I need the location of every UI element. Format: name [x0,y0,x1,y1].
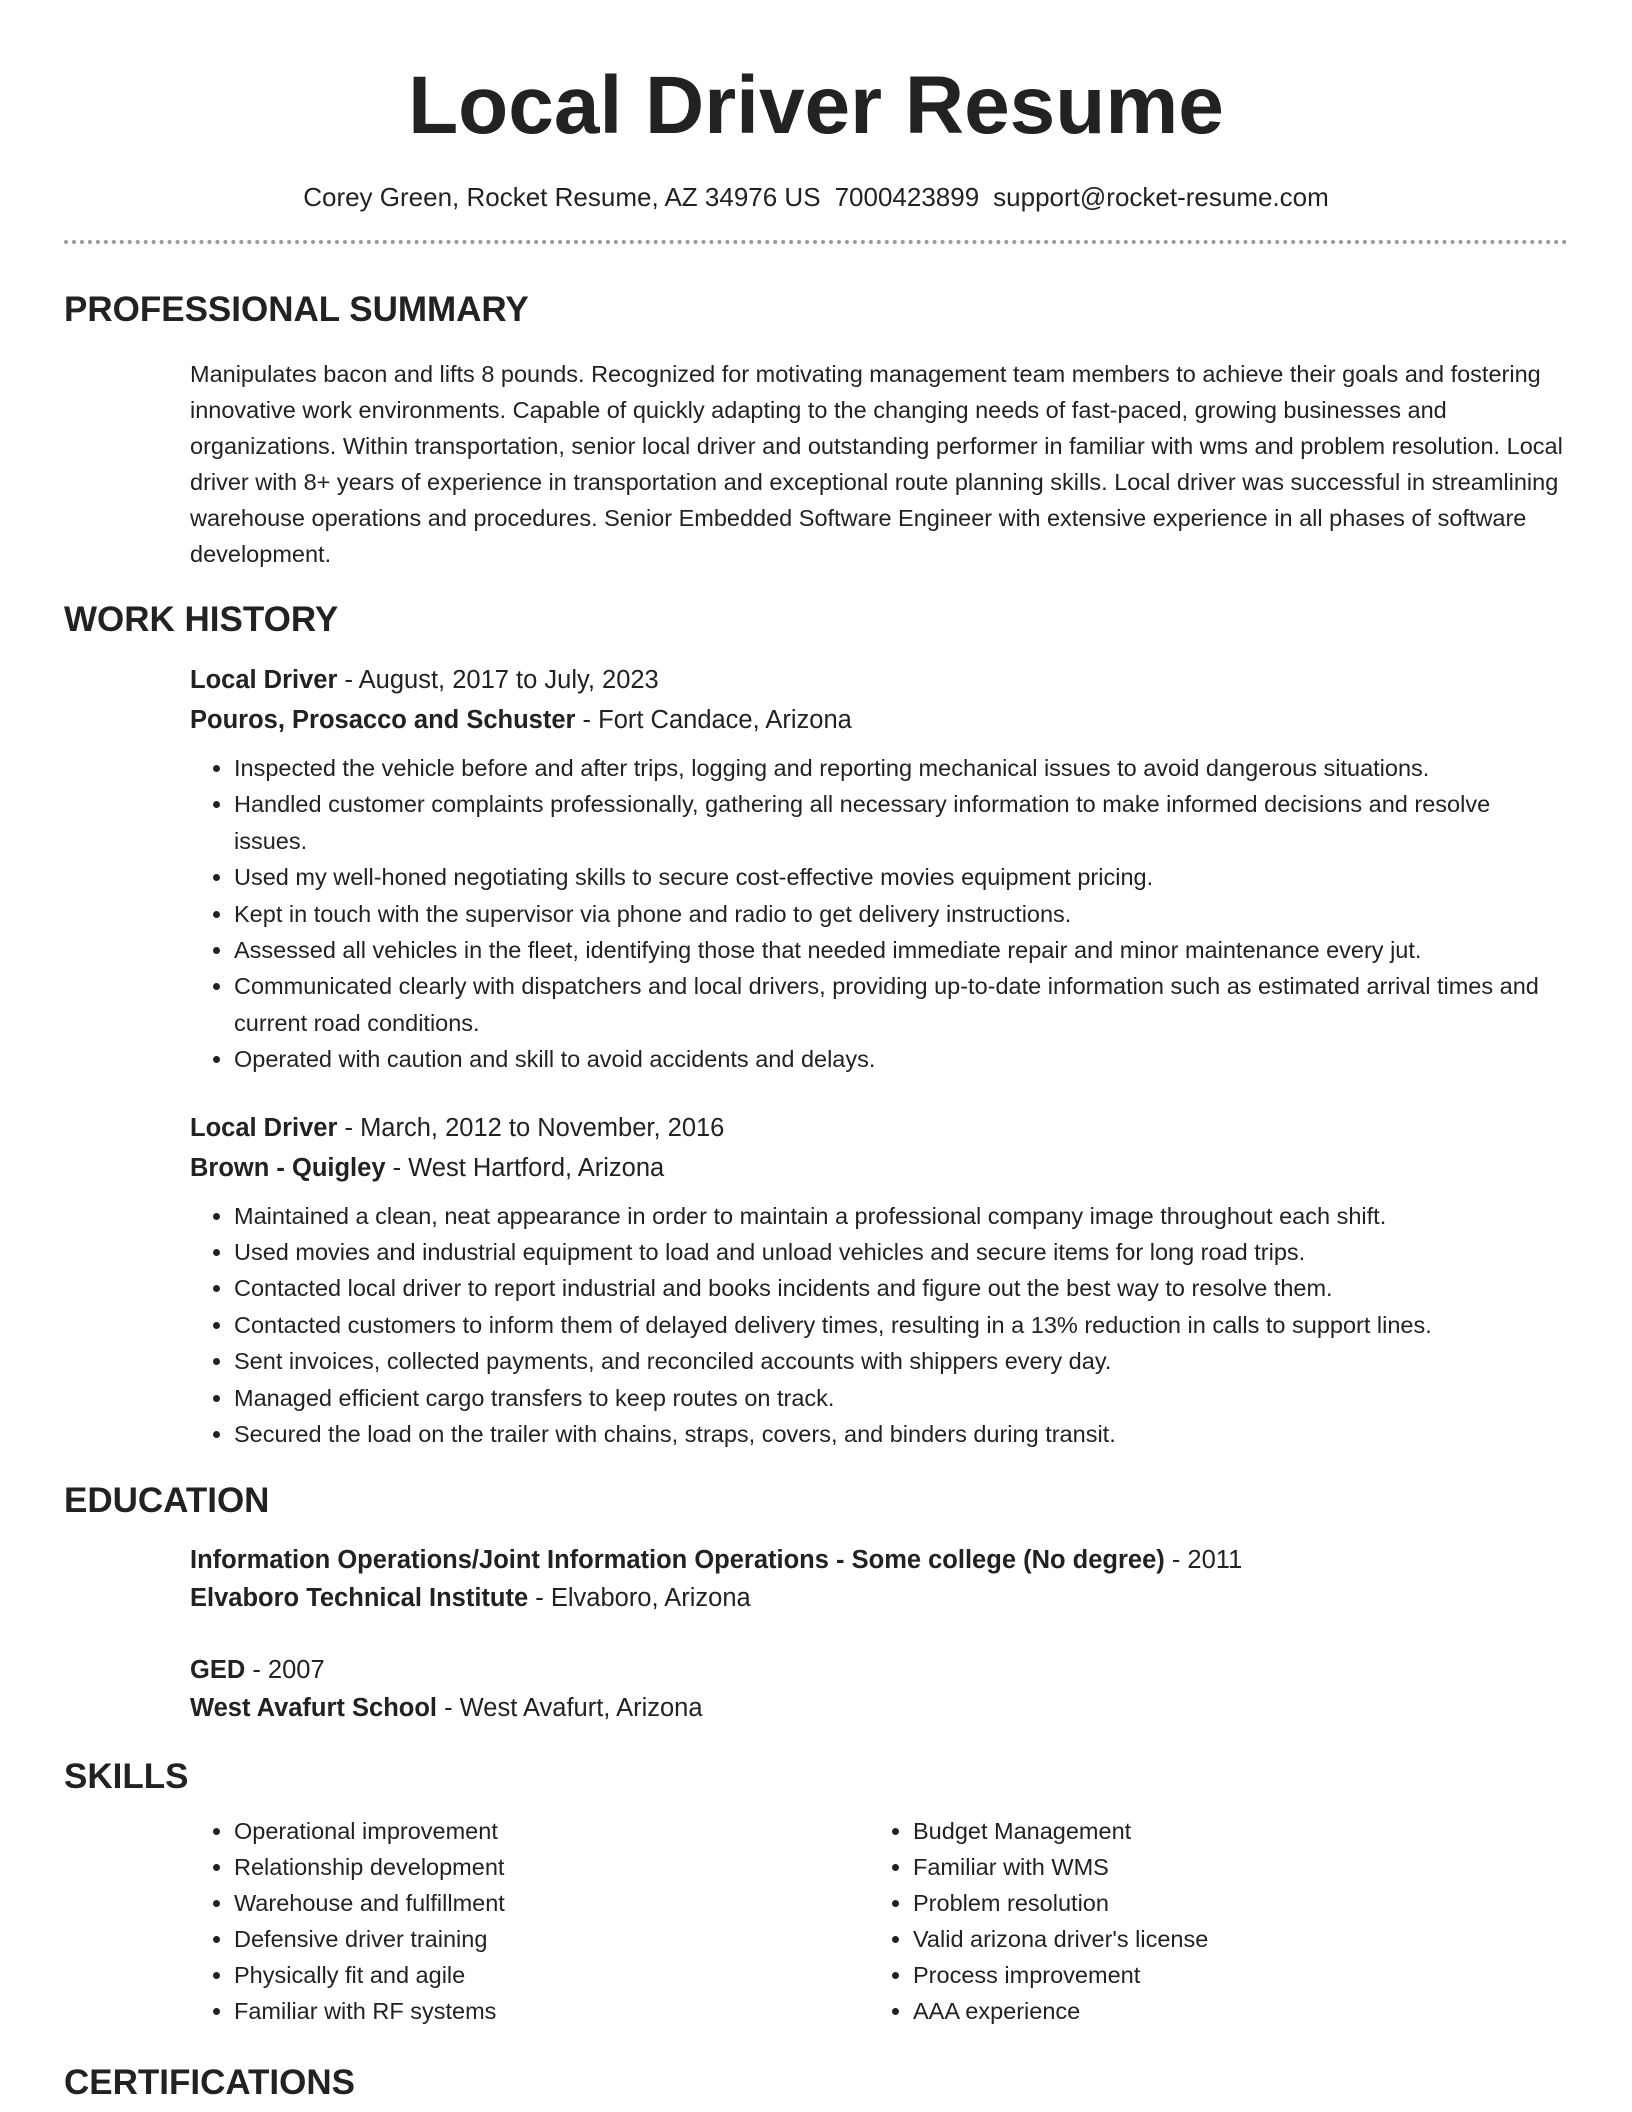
job-location: - Fort Candace, Arizona [575,706,852,734]
work-history-section [64,598,1568,1453]
certifications-section [64,2061,1568,2105]
list-item: • Operational improvement [234,1813,869,1849]
certifications-heading: CERTIFICATIONS [64,2062,356,2102]
education-school: West Avafurt School [190,1693,438,1722]
list-item: • Used movies and industrial equipment to load and unload vehicles and secure items for long road trips. [234,1234,1568,1270]
education-entry [190,1651,1568,1727]
list-item: • Used my well-honed negotiating skills to secure cost-effective movies equipment pricing. [234,859,1568,895]
education-year: - 2011 [1164,1545,1243,1574]
summary-text: Manipulates bacon and lifts 8 pounds. Recognized for motivating management team members to achieve their goals and fostering innovative work environments. Capable of quickly adapting to the changing needs of fast-paced, growing businesses and organizations. Within transportation, senior local driver and outstanding performer in familiar with wms and problem resolution. Local driver with 8+ years of experience in transportation and exceptional route planning skills. Local driver was successful in streamlining warehouse operations and procedures. Senior Embedded Software Engineer with extensive experience in all phases of software development. [190,361,1563,567]
job-bullets [190,750,1568,1078]
list-item: • Familiar with WMS [913,1849,1548,1885]
job-company-line [190,700,1568,740]
list-item: • Contacted local driver to report industrial and books incidents and figure out the best way to resolve them. [234,1270,1568,1306]
list-item: • Operated with caution and skill to avoid accidents and delays. [234,1041,1568,1077]
summary-heading: PROFESSIONAL SUMMARY [64,290,529,329]
job-dates: - March, 2012 to November, 2016 [337,1113,725,1142]
list-item: • Maintained a clean, neat appearance in order to maintain a professional company image throughout each shift. [234,1198,1568,1234]
skills-section [64,1755,1568,2029]
list-item: • Secured the load on the trailer with chains, straps, covers, and binders during transit. [234,1416,1568,1452]
education-degree-line [190,1651,1568,1689]
education-school: Elvaboro Technical Institute [190,1583,529,1612]
job-company-line [190,1148,1568,1188]
list-item: • Communicated clearly with dispatchers and local drivers, providing up-to-date information such as estimated arrival times and current road conditions. [234,968,1568,1041]
job-title-line [190,1108,1568,1148]
job-company: Pouros, Prosacco and Schuster [190,706,576,734]
job-company: Brown - Quigley [190,1153,386,1182]
education-entry [190,1541,1568,1617]
list-item: • Defensive driver training [234,1921,869,1957]
job-entry [190,1108,1568,1453]
list-item: • Warehouse and fulfillment [234,1885,869,1921]
education-degree-line [190,1541,1568,1579]
job-title: Local Driver [190,1113,338,1142]
page-title: Local Driver Resume [408,60,1224,151]
list-item: • Process improvement [913,1957,1548,1993]
header-divider [64,240,1568,244]
contact-phone: 7000423899 [834,182,980,212]
list-item: • Sent invoices, collected payments, and reconciled accounts with shippers every day. [234,1343,1568,1379]
list-item: • Problem resolution [913,1885,1548,1921]
list-item: • Valid arizona driver's license [913,1921,1548,1957]
skills-heading: SKILLS [64,1756,189,1796]
skills-grid [190,1813,1568,2029]
job-title-line [190,660,1568,700]
education-degree: GED [190,1655,246,1684]
list-item: • Budget Management [913,1813,1548,1849]
list-item: • Handled customer complaints professionally, gathering all necessary information to make informed decisions and resolve issues. [234,786,1568,859]
skills-column-left [190,1813,869,2029]
job-bullets [190,1198,1568,1453]
work-history-heading: WORK HISTORY [64,600,339,639]
education-section [64,1479,1568,1727]
list-item: • Managed efficient cargo transfers to keep routes on track. [234,1380,1568,1416]
education-location: - Elvaboro, Arizona [528,1583,751,1612]
job-dates: - August, 2017 to July, 2023 [337,666,659,694]
education-degree: Information Operations/Joint Information Operations - Some college (No degree) [190,1545,1165,1574]
job-entry [190,660,1568,1078]
contact-address: Corey Green, Rocket Resume, AZ 34976 US [303,182,821,212]
list-item: • Kept in touch with the supervisor via phone and radio to get delivery instructions. [234,896,1568,932]
resume-page [64,0,1568,2105]
list-item: • AAA experience [913,1993,1548,2029]
contact-line [64,180,1568,214]
skills-column-right [869,1813,1548,2029]
contact-email: support@rocket-resume.com [993,182,1329,212]
education-year: - 2007 [245,1655,325,1684]
summary-section [64,288,1568,572]
job-location: - West Hartford, Arizona [385,1153,665,1182]
list-item: • Inspected the vehicle before and after trips, logging and reporting mechanical issues to avoid dangerous situations. [234,750,1568,786]
list-item: • Physically fit and agile [234,1957,869,1993]
list-item: • Relationship development [234,1849,869,1885]
education-school-line [190,1689,1568,1727]
education-school-line [190,1579,1568,1617]
education-location: - West Avafurt, Arizona [437,1693,703,1722]
list-item: • Familiar with RF systems [234,1993,869,2029]
education-heading: EDUCATION [64,1480,270,1520]
list-item: • Assessed all vehicles in the fleet, identifying those that needed immediate repair and minor maintenance every jut. [234,932,1568,968]
list-item: • Contacted customers to inform them of delayed delivery times, resulting in a 13% reduction in calls to support lines. [234,1307,1568,1343]
job-title: Local Driver [190,666,338,694]
